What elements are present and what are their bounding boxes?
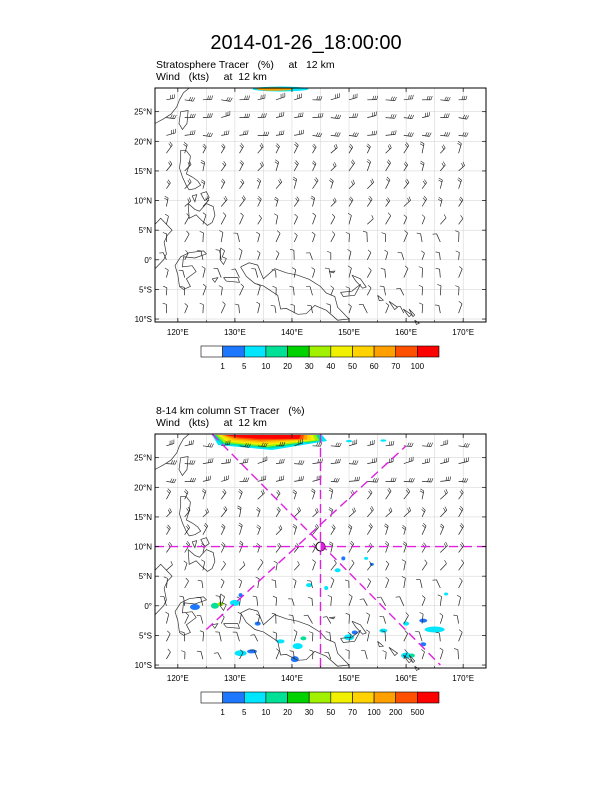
lon-tick-label: 130°E <box>223 328 246 337</box>
colorbar-segment <box>244 346 266 357</box>
tracer-blob <box>352 630 358 634</box>
tracer-blob <box>335 568 341 572</box>
wind-barb <box>422 287 423 295</box>
colorbar-segment <box>223 692 245 703</box>
wind-barb <box>312 598 313 605</box>
colorbar-label: 60 <box>369 362 379 371</box>
lon-tick-label: 140°E <box>281 674 303 683</box>
wind-barb <box>184 633 185 642</box>
tracer-blob <box>190 604 200 610</box>
colorbar-segment <box>374 692 396 703</box>
colorbar-segment <box>309 346 331 357</box>
colorbar-segment <box>417 346 439 357</box>
colorbar-label: 40 <box>326 362 336 371</box>
colorbar-label: 100 <box>410 362 425 371</box>
colorbar-label: 500 <box>410 708 425 717</box>
colorbar-segment <box>396 692 418 703</box>
lat-tick-label: 15°N <box>134 166 152 176</box>
lat-tick-label: 20°N <box>134 483 152 493</box>
panel2-subtitle: Wind (kts) at 12 km <box>156 417 267 429</box>
tracer-blob <box>380 439 386 441</box>
tracer-blob <box>324 586 328 590</box>
colorbar-label: 70 <box>391 362 401 371</box>
colorbar-label: 10 <box>261 362 271 371</box>
lat-tick-label: 5°N <box>138 226 152 236</box>
tracer-blob <box>300 636 306 640</box>
lat-tick-label: 0° <box>144 601 152 611</box>
colorbar-segment <box>309 692 331 703</box>
lat-tick-label: 10°S <box>134 315 152 325</box>
lat-tick-label: 5°N <box>138 572 152 582</box>
colorbar-segment <box>266 692 288 703</box>
lon-tick-label: 170°E <box>452 674 475 683</box>
lat-tick-label: 5°S <box>139 631 152 641</box>
lon-tick-label: 120°E <box>166 328 189 337</box>
colorbar-segment <box>223 346 245 357</box>
wind-barb <box>166 288 167 296</box>
colorbar-label: 1 <box>220 362 225 371</box>
colorbar-segment <box>396 346 418 357</box>
lon-tick-label: 130°E <box>223 674 246 683</box>
wind-barb <box>203 117 212 118</box>
panel2-title: 8-14 km column ST Tracer (%) <box>156 405 305 417</box>
lat-tick-label: 15°N <box>134 512 152 522</box>
colorbar-segment <box>201 346 223 357</box>
lat-tick-label: 10°N <box>134 196 152 206</box>
colorbar-segment <box>331 346 353 357</box>
tracer-blob <box>235 650 247 656</box>
tracer-blob <box>379 629 387 633</box>
colorbar-label: 20 <box>283 362 292 371</box>
tracer-blob <box>346 440 352 442</box>
colorbar-label: 30 <box>304 362 314 371</box>
tracer-blob <box>306 583 312 587</box>
colorbar-segment <box>201 692 223 703</box>
panel1-subtitle: Wind (kts) at 12 km <box>156 71 267 83</box>
colorbar-label: 30 <box>304 708 314 717</box>
wind-barb <box>276 633 277 641</box>
colorbar-label: 200 <box>389 708 403 717</box>
lon-tick-label: 160°E <box>395 674 418 683</box>
colorbar-label: 1 <box>220 708 225 717</box>
tracer-blob <box>419 619 427 623</box>
wind-barb <box>349 615 350 624</box>
lat-tick-label: 5°S <box>139 285 152 295</box>
wind-barb <box>276 581 277 588</box>
colorbar-segment <box>266 346 288 357</box>
colorbar-segment <box>244 692 266 703</box>
wind-barb <box>203 305 204 314</box>
lat-tick-label: 10°N <box>134 542 152 552</box>
colorbar-label: 20 <box>283 708 292 717</box>
lon-tick-label: 160°E <box>395 328 418 337</box>
colorbar-label: 5 <box>242 708 247 717</box>
lat-tick-label: 20°N <box>134 137 152 147</box>
tracer-blob <box>341 556 345 560</box>
tracer-blob <box>293 643 303 649</box>
lon-tick-label: 150°E <box>338 674 360 683</box>
figure-title: 2014-01-26_18:00:00 <box>210 32 402 54</box>
wind-barb <box>203 233 204 242</box>
lon-tick-label: 120°E <box>166 674 189 683</box>
colorbar-label: 50 <box>348 362 357 371</box>
colorbar-segment <box>374 346 396 357</box>
lat-tick-label: 0° <box>144 255 152 265</box>
colorbar-segment <box>288 346 310 357</box>
colorbar-segment <box>417 692 439 703</box>
colorbar-label: 100 <box>367 708 381 717</box>
colorbar-segment <box>352 346 374 357</box>
lon-tick-label: 140°E <box>281 328 303 337</box>
tracer-blob <box>364 557 368 560</box>
wind-barb <box>349 234 350 242</box>
map-panel-1 <box>134 87 486 372</box>
lat-tick-label: 25°N <box>134 107 152 117</box>
lon-tick-label: 150°E <box>338 328 360 337</box>
colorbar-label: 70 <box>348 708 357 717</box>
tracer-blob <box>425 626 445 632</box>
colorbar-segment <box>352 692 374 703</box>
lat-tick-label: 10°S <box>134 661 152 671</box>
colorbar-label: 10 <box>261 708 271 717</box>
panel1-title: Stratosphere Tracer (%) at 12 km <box>156 59 335 71</box>
colorbar-label: 50 <box>326 708 336 717</box>
lon-tick-label: 170°E <box>452 328 475 337</box>
lat-tick-label: 25°N <box>134 453 152 463</box>
tracer-blob <box>444 592 448 595</box>
colorbar-segment <box>331 692 353 703</box>
colorbar-label: 5 <box>242 362 247 371</box>
colorbar-segment <box>288 692 310 703</box>
map-panel-2 <box>134 434 486 717</box>
